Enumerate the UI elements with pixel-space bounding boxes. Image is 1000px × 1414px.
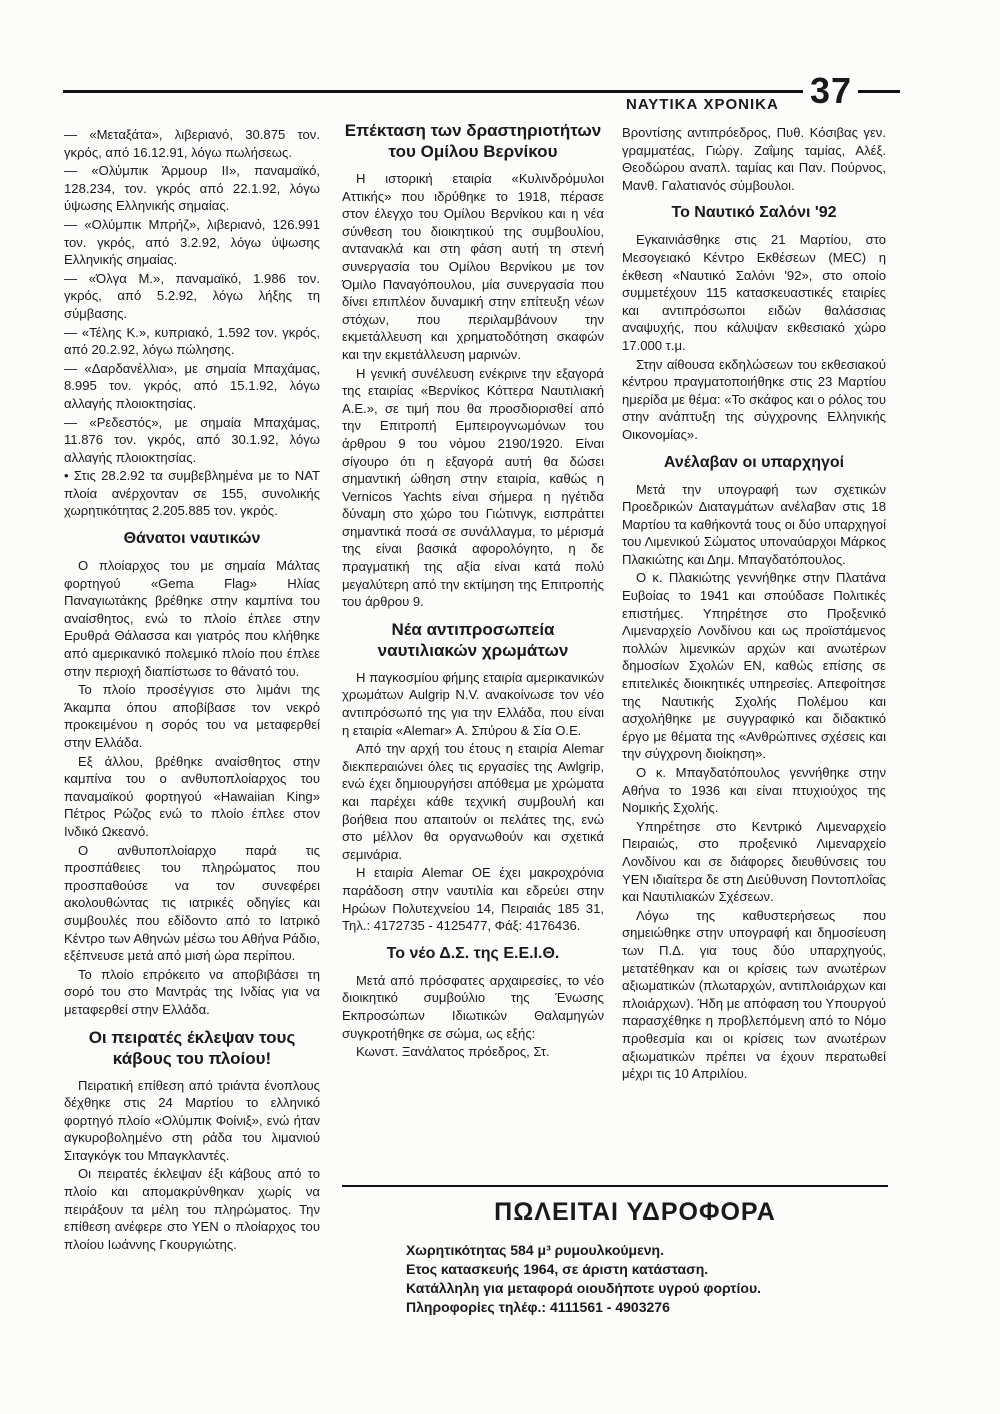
list-item: — «Ρεδεστός», με σημαία Μπαχάμας, 11.876 τον. γκρός, από 30.1.92, λόγω αλλαγής πλοιοκτησίας.: [64, 414, 320, 465]
paragraph: Ο ανθυποπλοίαρχο παρά τις προσπάθειες του πληρώματος που προσπαθούσε να τον συνεφέρει ακολουθώντας τις ιατρικές οδηγίες και συμβουλές που εδίδοντο από το Ιατρικό Κέντρο των Αθηνών μέσω του Αθήνα Ράδιο, εξέπνευσε μετά από μισή ώρα περίπου.: [64, 842, 320, 964]
section-heading-salon: Το Ναυτικό Σαλόνι '92: [671, 204, 837, 222]
paragraph: Ο κ. Πλακιώτης γεννήθηκε στην Πλατάνα Ευβοίας το 1941 και σπούδασε Πολιτικές επιστήμες. Υπηρέτησε στο Προξενικό Λιμεναρχείο Λονδίνου και ως προϊστάμενος πολλών λιμενικών αρχών και ανωτέρων δημοσίων Σχολών ΕΝ, καθώς επίσης σε επιτελικές διοικητικές υπηρεσίες. Απεφοίτησε της Ναυτικής Σχολής Πολέμου και ασχολήθηκε με συγγραφικό και διδακτικό έργο με θέματα της «Ανθρώπινες σχέσεις και την σύγχρονη διοίκηση».: [622, 570, 886, 762]
paragraph: Εγκαινιάσθηκε στις 21 Μαρτίου, στο Μεσογειακό Κέντρο Εκθέσεων (MEC) η έκθεση «Ναυτικό Σαλόνι '92», στο οποίο συμμετέχουν 115 κατασκευαστικές εταιρίες και αντιπρόσωποι ειδών θαλάσσιας αναψυχής, που κάλυψαν εκθεσιακό χώρο 17.000 τ.μ.: [622, 232, 886, 353]
paragraph: Η γενική συνέλευση ενέκρινε την εξαγορά της εταιρίας «Βερνίκος Κόττερα Ναυτιλιακή Α.Ε.», σε τιμή που θα προσδιορισθεί από την Επιτροπή Εμπειρογνωμόνων του άρθρου 9 του νόμου 2190/1920. Είναι σίγουρο ότι η εξαγορά αυτή θα δώσει σημαντική ώθηση στην εταιρία, καθώς η Vernicos Yachts είναι σήμερα η ηγέτιδα δύναμη στο χώρο του Γιώτινγκ, εισπράττει σημαντικά ποσά σε συνάλλαγμα, το μέρισμά της είναι βασικά αφορολόγητο, η δε πραγματική της αξία είναι κατά πολύ μεγαλύτερη από την εκτίμηση της Επιτροπής του άρθρου 9.: [342, 365, 604, 610]
page-number: 37: [810, 70, 853, 111]
paragraph: Πειρατική επίθεση από τριάντα ένοπλους δέχθηκε στις 24 Μαρτίου το ελληνικό φορτηγό πλοίο «Ολύμπικ Φοίνιξ», ενώ ήταν αγκυροβολημένο στη ράδα του λιμανιού Σιταγκόγκ του Μπαγκλαντές.: [64, 1077, 320, 1163]
paragraph: Η παγκοσμίου φήμης εταιρία αμερικανικών χρωμάτων Aulgrip N.V. ανακοίνωσε τον νέο αντιπρόσωπό της για την Ελλάδα, που είναι η εταιρία «Alemar» Α. Σπύρου & Σία Ο.Ε.: [342, 669, 604, 738]
paragraph: Λόγω της καθυστερήσεως που σημειώθηκε στην υπογραφή και δημοσίευση των Π.Δ. για τους δύο υπαρχηγούς, μετατέθηκαν και οι κρίσεις των ανωτέρων αξιωματικών (πλωταρχών, αντιπλοιάρχων και πλοιάρχων). Ήδη με απόφαση του Υπουργού παρασχέθηκε η προβλεπόμενη από το Νόμο προθεσμία και οι κρίσεις των ανωτέρων αξιωματικών πρέπει να έχουν περατωθεί μέχρι τις 10 Απριλίου.: [622, 907, 886, 1082]
paragraph: Κωνστ. Ξανάλατος πρόεδρος, Στ.: [356, 1044, 550, 1060]
list-item: — «Ολύμπικ Μπρήζ», λιβεριανό, 126.991 τον. γκρός, από 3.2.92, λόγω ύψωσης Ελληνικής σημαίας.: [64, 216, 320, 268]
ad-line: Ετος κατασκευής 1964, σε άριστη κατάσταση.: [406, 1261, 709, 1277]
ad-title: ΠΩΛΕΙΤΑΙ ΥΔΡΟΦΟΡΑ: [494, 1198, 776, 1226]
section-heading-vernikos: Επέκταση των δραστηριοτήτων του Ομίλου Βερνίκου: [344, 121, 602, 161]
section-heading-awlgrip: Νέα αντιπροσωπεία ναυτιλιακών χρωμάτων: [377, 619, 569, 660]
magazine-title: ΝΑΥΤΙΚΑ ΧΡΟΝΙΚΑ: [626, 96, 779, 113]
section-heading-pirates: Οι πειρατές έκλεψαν τους κάβους του πλοίου!: [88, 1027, 296, 1068]
list-item: — «Όλγα Μ.», παναμαϊκό, 1.986 τον. γκρός, από 5.2.92, λόγω λήξης τη σύμβασης.: [64, 270, 320, 321]
section-heading-deaths: Θάνατοι ναυτικών: [123, 530, 261, 548]
ad-line: Χωρητικότητας 584 μ³ ρυμουλκούμενη.: [406, 1242, 664, 1258]
paragraph: Το πλοίο προσέγγισε στο λιμάνι της Άκαμπα όπου αποβίβασε τον νεκρό προκειμένου η σορός του να μεταφερθεί στην Ελλάδα.: [64, 682, 320, 750]
list-item: • Στις 28.2.92 τα συμβεβλημένα με το ΝΑΤ πλοία ανέρχονταν σε 155, συνολικής χωρητικότητας 2.205.885 τον. γκρός.: [64, 468, 320, 519]
header-rule-right: [858, 90, 900, 93]
section-heading-eeith: Το νέο Δ.Σ. της Ε.Ε.Ι.Θ.: [386, 944, 560, 962]
paragraph: Μετά από πρόσφατες αρχαιρεσίες, το νέο διοικητικό συμβούλιο της Ένωσης Εκπροσώπων Ιδιωτικών Θαλαμηγών συγκροτήθηκε σε σώμα, ως εξής:: [342, 972, 604, 1041]
list-item: — «Δαρδανέλλια», με σημαία Μπαχάμας, 8.995 τον. γκρός, από 15.1.92, λόγω αλλαγής πλοιοκτησίας.: [64, 360, 320, 411]
paragraph: Υπηρέτησε στο Κεντρικό Λιμεναρχείο Πειραιώς, στο προξενικό Λιμεναρχείο Λονδίνου και σε διάφορες διευθύνσεις του ΥΕΝ ιδιαίτερα δε στη Διεύθυνση Ποντοπλοΐας και Ναυτιλιακών Σχέσεων.: [622, 818, 886, 905]
column-2: [342, 120, 604, 1062]
paragraph: Οι πειρατές έκλεψαν έξι κάβους από το πλοίο και απομακρύνθηκαν χωρίς να πειράξουν τα μέλη του πληρώματος. Την επίθεση ανέφερε στο ΥΕΝ ο πλοίαρχος του πλοίου Ιωάννης Γκουργιώτης.: [64, 1166, 320, 1252]
paragraph: Το πλοίο επρόκειτο να αποβιβάσει τη σορό του στο Μαντράς της Ινδίας για να μεταφερθεί στην Ελλάδα.: [64, 966, 320, 1017]
paragraph: Ο κ. Μπαγδατόπουλος γεννήθηκε στην Αθήνα το 1936 και είναι πτυχιούχος της Νομικής Σχολής.: [622, 765, 886, 816]
advertisement: [342, 1192, 888, 1317]
list-item: — «Ολύμπικ Άρμουρ ΙΙ», παναμαϊκό, 128.234, τον. γκρός από 22.1.92, λόγω ύψωσης Ελληνικής σημαίας.: [64, 163, 320, 214]
header-rule-left: [63, 90, 803, 93]
paragraph: Στην αίθουσα εκδηλώσεων του εκθεσιακού κέντρου πραγματοποιήθηκε στις 23 Μαρτίου ημερίδα με θέμα: «Το σκάφος και ο ρόλος του στην ανάπτυξη της σύγχρονης Ελληνικής Οικονομίας».: [622, 356, 886, 442]
ad-line: Πληροφορίες τηλέφ.: 4111561 - 4903276: [406, 1299, 670, 1315]
ad-rule: [342, 1185, 888, 1187]
column-3: [622, 124, 886, 1084]
list-item: — «Μεταξάτα», λιβεριανό, 30.875 τον. γκρός, από 16.12.91, λόγω πωλήσεως.: [64, 127, 320, 160]
paragraph: Η εταιρία Alemar OE έχει μακροχρόνια παράδοση στην ναυτιλία και εδρεύει στην Ηρώων Πολυτεχνείου 14, Πειραιάς 185 31, Τηλ.: 4172735 - 4125477, Φάξ: 4176436.: [342, 865, 604, 934]
column-1: [64, 126, 320, 1254]
paragraph: Η ιστορική εταιρία «Κυλινδρόμυλοι Αττικής» που ιδρύθηκε το 1918, πέρασε στον έλεγχο του Ομίλου Βερνίκου και η νέα σύνθεση του διοικητικού της συμβουλίου, αντανακλά και στη φάση αυτή τη στενή συνεργασία του Ομίλου Βερνίκου με τον Όμιλο Παναγόπουλου, μία συνεργασία που δίνει επιπλέον δυναμική στην επίτευξη νέων στόχων, που περιλαμβάνουν την εκμετάλλευση και χρηματοδότηση σκαφών και την εκμετάλλευση μαρινών.: [342, 171, 604, 362]
paragraph: Βροντίσης αντιπρόεδρος, Πυθ. Κόσιβας γεν. γραμματέας, Γιώργ. Ζαΐμης ταμίας, Αλέξ. Θεοδώρου αναπλ. ταμίας και Παν. Πούρνος, Μανθ. Γαλατιανός σύμβουλοι.: [622, 125, 886, 193]
ad-line: Κατάλληλη για μεταφορά οιουδήποτε υγρού φορτίου.: [406, 1280, 761, 1296]
paragraph: Μετά την υπογραφή των σχετικών Προεδρικών Διαταγμάτων ανέλαβαν στις 18 Μαρτίου τα καθήκοντά τους οι δύο υπαρχηγοί του Λιμενικού Σώματος υποναύαρχοι Μάρκος Πλακιώτης και Δημ. Μπαγδατόπουλος.: [622, 481, 886, 567]
section-heading-harbour: Ανέλαβαν οι υπαρχηγοί: [663, 453, 845, 471]
paragraph: Ο πλοίαρχος του με σημαία Μάλτας φορτηγού «Gema Flag» Ηλίας Παναγιωτάκης βρέθηκε στην καμπίνα του αναίσθητος, ενώ το πλοίο έπλεε στην Ερυθρά Θάλασσα και γιατρός που κλήθηκε από αμερικανικό πολεμικό πλοίο που έπλεε στην περιοχή διαπίστωσε το θάνατό του.: [64, 558, 320, 679]
paragraph: Από την αρχή του έτους η εταιρία Alemar διεκπεραιώνει όλες τις εργασίες της Awlgrip, ενώ έχει δημιουργήσει απόθεμα με χρώματα και παρέχει κάθε τεχνική συμβουλή και βοήθεια που απαιτούν οι πελάτες της, ενώ στο μέλλον θα οργανωθούν και σχετικά σεμινάρια.: [342, 741, 604, 862]
list-item: — «Τέλης Κ.», κυπριακό, 1.592 τον. γκρός, από 20.2.92, λόγω πώλησης.: [64, 324, 320, 358]
paragraph: Εξ άλλου, βρέθηκε αναίσθητος στην καμπίνα του ο ανθυποπλοίαρχος του παναμαϊκού φορτηγού «Hawaiian King» Πέτρος Ρώζος ενώ το πλοίο έπλεε στον Ινδικό Ωκεανό.: [64, 753, 320, 839]
